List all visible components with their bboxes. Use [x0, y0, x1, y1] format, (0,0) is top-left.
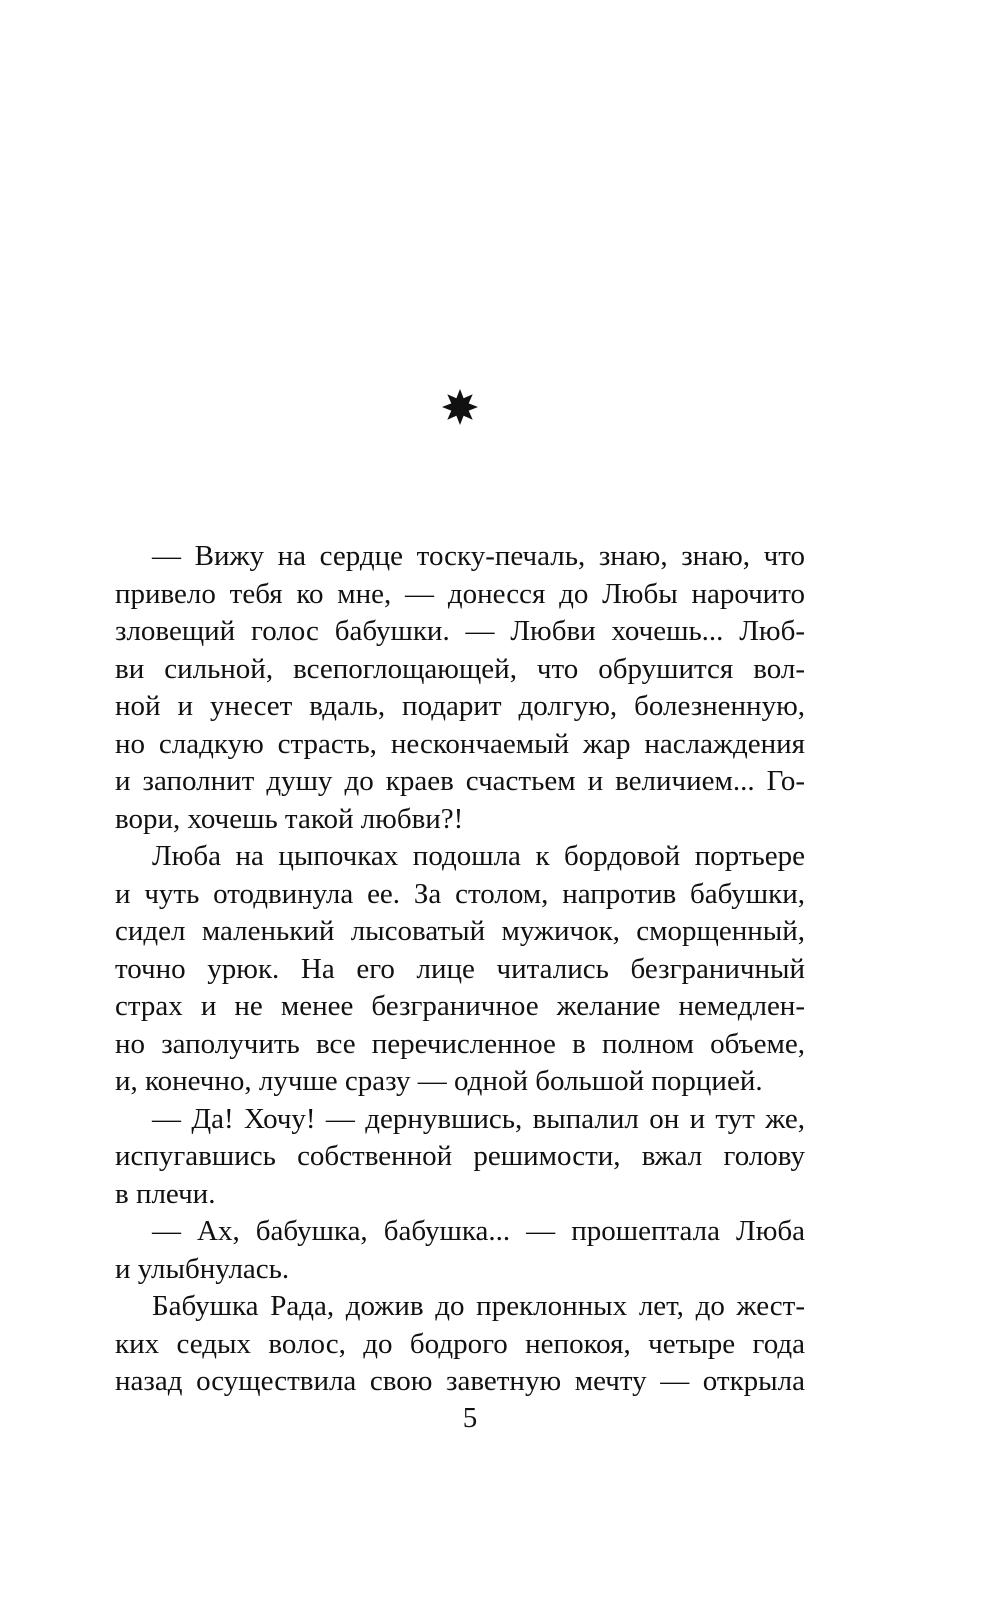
text-line: привело тебя ко мне, — донесся до Любы нарочито — [115, 577, 805, 610]
body-text — [115, 538, 805, 1401]
text-line: зловещий голос бабушки. — Любви хочешь... Люб- — [115, 615, 805, 647]
text-line: вори, хочешь такой любви?! — [115, 802, 464, 835]
text-line: и чуть отодвинула ее. За столом, напротив бабушки, — [115, 877, 805, 910]
text-line: ви сильной, всепоглощающей, что обрушится вол- — [115, 652, 805, 685]
text-line: — Вижу на сердце тоску-печаль, знаю, знаю, что — [152, 540, 805, 572]
page-number: 5 — [462, 1402, 478, 1434]
text-line: и, конечно, лучше сразу — одной большой порцией. — [115, 1065, 763, 1097]
text-line: и заполнит душу до краев счастьем и величием... Го- — [115, 765, 805, 797]
text-line: страх и не менее безграничное желание немедлен- — [115, 990, 805, 1022]
text-line: в плечи. — [115, 1177, 216, 1210]
eight-point-star-icon — [441, 388, 479, 426]
text-line: точно урюк. На его лице читались безграничный — [115, 952, 805, 985]
text-line: испугавшись собственной решимости, вжал голову — [115, 1140, 805, 1172]
text-line: сидел маленький лысоватый мужичок, сморщенный, — [115, 915, 805, 947]
text-line: ких седых волос, до бодрого непокоя, четыре года — [115, 1327, 805, 1360]
text-line: — Ах, бабушка, бабушка... — прошептала Люба — [152, 1215, 805, 1247]
text-line: — Да! Хочу! — дернувшись, выпалил он и тут же, — [152, 1102, 805, 1135]
text-line: назад осуществила свою заветную мечту — открыла — [115, 1365, 805, 1397]
text-line: Люба на цыпочках подошла к бордовой портьере — [152, 840, 805, 872]
text-line: и улыбнулась. — [115, 1252, 290, 1285]
text-line: но сладкую страсть, нескончаемый жар наслаждения — [115, 727, 805, 760]
text-line: ной и унесет вдаль, подарит долгую, болезненную, — [115, 690, 805, 722]
text-line: Бабушка Рада, дожив до преклонных лет, до жест- — [152, 1290, 805, 1322]
text-line: но заполучить все перечисленное в полном объеме, — [115, 1027, 805, 1060]
